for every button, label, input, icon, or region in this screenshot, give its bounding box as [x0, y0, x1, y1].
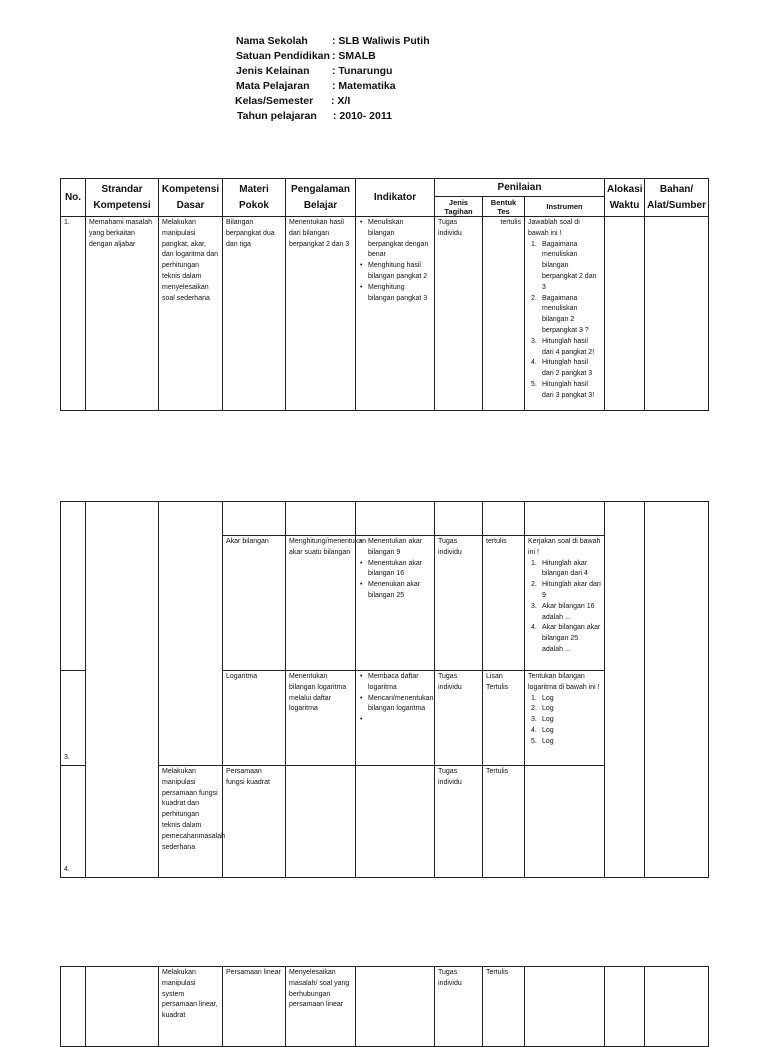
- cell-bentuk-tes: Lisan Tertulis: [483, 671, 525, 766]
- list-item-text: Log: [542, 694, 554, 702]
- cell-jenis-tagihan: Tugas individu: [435, 766, 483, 878]
- header-value: : X/I: [331, 95, 351, 107]
- list-item: • Membaca daftar logaritma: [359, 672, 431, 694]
- list-item: 2. Log: [531, 705, 554, 713]
- cell-pengalaman-belajar: [286, 502, 356, 536]
- list-item: 5. Hitunglah hasil dari 3 pangkat 3!: [531, 380, 595, 399]
- cell-instrumen: [525, 536, 605, 671]
- cell-pengalaman-belajar: Menghitung/menentukan akar suatu bilangan: [286, 536, 356, 671]
- cell-materi-pokok: Bilangan berpangkat dua dan tiga: [223, 217, 286, 411]
- cell-no: 1.: [61, 217, 86, 411]
- cell-jenis-tagihan: Tugas individu: [435, 671, 483, 766]
- cell-bahan-alat-sumber: [645, 217, 709, 411]
- instrumen-intro: Tentukan bilangan logaritma di bawah ini !: [528, 673, 600, 691]
- syllabus-table-1: [60, 178, 709, 411]
- col-header-line: Pengalaman: [291, 183, 350, 195]
- cell-pengalaman-belajar: Menyelesaikan masalah/ soal yang berhubungan persamaan linear: [286, 967, 356, 1047]
- cell-bentuk-tes: tertulis: [483, 536, 525, 671]
- col-header-kompetensi-dasar: [159, 179, 223, 217]
- list-item: 1. Bagaimana menuliskan bilangan berpangkat 2 dan 3: [531, 240, 597, 291]
- cell-indikator: [356, 967, 435, 1047]
- indikator-list: [359, 672, 434, 726]
- cell-bahan-alat-sumber: [645, 967, 709, 1047]
- col-header-line: Belajar: [303, 199, 338, 211]
- cell-kompetensi-dasar: [159, 502, 223, 766]
- header-label: Mata Pelajaran: [236, 80, 310, 92]
- cell-instrumen: [525, 217, 605, 411]
- col-header-instrumen: Instrumen: [525, 197, 605, 217]
- col-header-bahan-alat-sumber: [645, 179, 709, 217]
- cell-instrumen: [525, 967, 605, 1047]
- header-row: [237, 109, 431, 124]
- instrumen-intro: Jawablah soal di bawah ini !: [528, 219, 580, 237]
- cell-bahan-alat-sumber: [645, 502, 709, 878]
- cell-materi-pokok: Persamaan linear: [223, 967, 286, 1047]
- col-header-bentuk-tes: [483, 197, 525, 217]
- cell-no: [61, 502, 86, 671]
- list-item: • Menentukan akar bilangan 9: [359, 537, 431, 559]
- cell-instrumen: [525, 766, 605, 878]
- list-item-text: Log: [542, 716, 554, 724]
- col-header-pengalaman-belajar: [286, 179, 356, 217]
- list-item-text: Hitunglah hasil dari 3 pangkat 3!: [542, 380, 595, 399]
- cell-materi-pokok: [223, 502, 286, 536]
- list-item: 4. Log: [531, 726, 554, 734]
- col-header-line: Kompetensi: [161, 183, 220, 195]
- cell-indikator: [356, 502, 435, 536]
- header-row: [236, 34, 430, 49]
- cell-materi-pokok: Persamaan fungsi kuadrat: [223, 766, 286, 878]
- list-item-text: Bagaimana menuliskan bilangan berpangkat 2 dan 3: [542, 240, 597, 291]
- list-item: 2. Bagaimana menuliskan bilangan 2 berpangkat 3 ?: [531, 294, 589, 334]
- list-item: • Menghitung hasil bilangan pangkat 2: [359, 261, 431, 283]
- col-header-line: Bahan/: [659, 183, 694, 195]
- indikator-list: [359, 537, 431, 602]
- list-item: 3. Akar bilangan 16 adalah ...: [531, 602, 595, 621]
- col-header-alokasi-waktu: [605, 179, 645, 217]
- cell-jenis-tagihan: Tugas individu: [435, 536, 483, 671]
- list-item-text: Akar bilangan 16 adalah ...: [542, 602, 595, 621]
- cell-materi-pokok: Logaritma: [223, 671, 286, 766]
- col-header-penilaian: Penilaian: [435, 179, 605, 197]
- col-header-indikator: Indikator: [356, 179, 435, 217]
- list-item: 5. Log: [531, 737, 554, 745]
- cell-bentuk-tes: Tertulis: [483, 967, 525, 1047]
- cell-no: 4.: [61, 766, 86, 878]
- list-item-text: Hitunglah akar bilangan dari 4: [542, 559, 588, 578]
- cell-no: [61, 967, 86, 1047]
- cell-kompetensi-dasar: Melakukan manipulasi system persamaan linear, kuadrat: [159, 967, 223, 1047]
- header-value: : SMALB: [332, 50, 376, 62]
- list-item: 3. Log: [531, 716, 554, 724]
- header-label: Nama Sekolah: [236, 35, 308, 47]
- col-header-line: Tagihan: [444, 206, 473, 216]
- cell-pengalaman-belajar: Menentukan hasil dari bilangan berpangkat 2 dan 3: [286, 217, 356, 411]
- list-item-text: Bagaimana menuliskan bilangan 2 berpangkat 3 ?: [542, 294, 589, 334]
- cell-indikator: [356, 217, 435, 411]
- col-header-line: Materi: [239, 183, 269, 195]
- cell-instrumen: [525, 502, 605, 536]
- cell-bentuk-tes: tertulis: [483, 217, 525, 411]
- header-label: Kelas/Semester: [235, 95, 314, 107]
- cell-kompetensi-dasar: Melakukan manipulasi persamaan fungsi kuadrat dan perhitungan teknis dalam pemecahanmasalah sederhana: [159, 766, 223, 878]
- indikator-list: [359, 218, 431, 304]
- document-header: [236, 34, 430, 124]
- col-header-line: Pokok: [238, 199, 269, 211]
- header-value: : Tunarungu: [332, 65, 393, 77]
- header-value: : Matematika: [332, 80, 396, 92]
- col-header-line: Tes: [497, 206, 510, 216]
- list-item: • Menentukan akar bilangan 16: [359, 559, 431, 581]
- col-header-line: Kompetensi: [93, 199, 151, 211]
- list-item-text: Hitunglah hasil dari 4 pangkat 2!: [542, 337, 595, 356]
- col-header-line: Waktu: [609, 199, 640, 211]
- col-header-no: No.: [61, 179, 86, 217]
- cell-jenis-tagihan: Tugas individu: [435, 967, 483, 1047]
- header-row: [236, 64, 430, 79]
- list-item: 3. Hitunglah hasil dari 4 pangkat 2!: [531, 337, 595, 356]
- col-header-line: Alokasi: [607, 183, 643, 195]
- col-header-materi-pokok: [223, 179, 286, 217]
- list-item: 2. Hitunglah akar dari 9: [531, 581, 601, 599]
- header-row: [236, 79, 430, 94]
- list-item-text: Log: [542, 726, 554, 734]
- cell-standar-kompetensi: Memahami masalah yang berkaitan dengan aljabar: [86, 217, 159, 411]
- syllabus-table-3: [60, 966, 709, 1047]
- instrumen-list: [528, 240, 601, 402]
- header-label: Tahun pelajaran: [237, 110, 317, 122]
- header-label: Jenis Kelainan: [236, 65, 310, 77]
- cell-no: 3.: [61, 671, 86, 766]
- cell-alokasi-waktu: [605, 967, 645, 1047]
- instrumen-intro: Kerjakan soal di bawah ini !: [528, 538, 601, 556]
- cell-bentuk-tes: [483, 502, 525, 536]
- cell-alokasi-waktu: [605, 502, 645, 878]
- header-row: [236, 49, 430, 64]
- cell-materi-pokok: Akar bilangan: [223, 536, 286, 671]
- list-item: 1. Log: [531, 694, 554, 702]
- cell-indikator: [356, 536, 435, 671]
- header-value: : SLB Waliwis Putih: [332, 35, 430, 47]
- instrumen-list: [528, 694, 601, 748]
- cell-indikator: [356, 766, 435, 878]
- instrumen-list: [528, 559, 601, 656]
- col-header-line: Jenis: [448, 197, 469, 207]
- header-value: : 2010- 2011: [333, 110, 392, 122]
- col-header-standar-kompetensi: [86, 179, 159, 217]
- list-item: • Menuliskan bilangan berpangkat dengan benar: [359, 218, 431, 261]
- cell-pengalaman-belajar: [286, 766, 356, 878]
- list-item-text: Hitunglah hasil dari 2 pangkat 3: [542, 359, 593, 378]
- syllabus-table-2: [60, 501, 709, 878]
- header-row: [235, 94, 429, 109]
- cell-alokasi-waktu: [605, 217, 645, 411]
- cell-bentuk-tes: Tertulis: [483, 766, 525, 878]
- list-item: 4. Akar bilangan akar bilangan 25 adalah ...: [531, 624, 601, 653]
- list-item: [359, 715, 431, 726]
- list-item: 1. Hitunglah akar bilangan dari 4: [531, 559, 588, 578]
- cell-instrumen: [525, 671, 605, 766]
- cell-indikator: [356, 671, 435, 766]
- cell-standar-kompetensi: [86, 967, 159, 1047]
- list-item: • Menghitung bilangan pangkat 3: [359, 283, 431, 305]
- list-item: 4. Hitunglah hasil dari 2 pangkat 3: [531, 359, 593, 378]
- list-item-text: Hitunglah akar dari 9: [542, 581, 601, 599]
- cell-kompetensi-dasar: Melakukan manipulasi pangkat, akar, dan logaritma dan perhitungan teknis dalam menyelesaikan soal sederhana: [159, 217, 223, 411]
- list-item-text: Log: [542, 705, 554, 713]
- col-header-line: Dasar: [176, 199, 205, 211]
- cell-jenis-tagihan: [435, 502, 483, 536]
- col-header-jenis-tagihan: [435, 197, 483, 217]
- cell-pengalaman-belajar: Menentukan bilangan logaritma melalui daftar logaritma: [286, 671, 356, 766]
- list-item: • Mencari/menentukan bilangan logaritma: [359, 694, 431, 716]
- col-header-line: Alat/Sumber: [647, 199, 706, 211]
- list-item-text: Log: [542, 737, 554, 745]
- col-header-line: Strandar: [101, 183, 143, 195]
- list-item-text: Akar bilangan akar bilangan 25 adalah ...: [542, 624, 601, 653]
- cell-standar-kompetensi: [86, 502, 159, 878]
- col-header-line: Bentuk: [490, 197, 517, 207]
- cell-jenis-tagihan: Tugas individu: [435, 217, 483, 411]
- list-item: • Menenukan akar bilangan 25: [359, 580, 431, 602]
- header-label: Satuan Pendidikan: [236, 50, 330, 62]
